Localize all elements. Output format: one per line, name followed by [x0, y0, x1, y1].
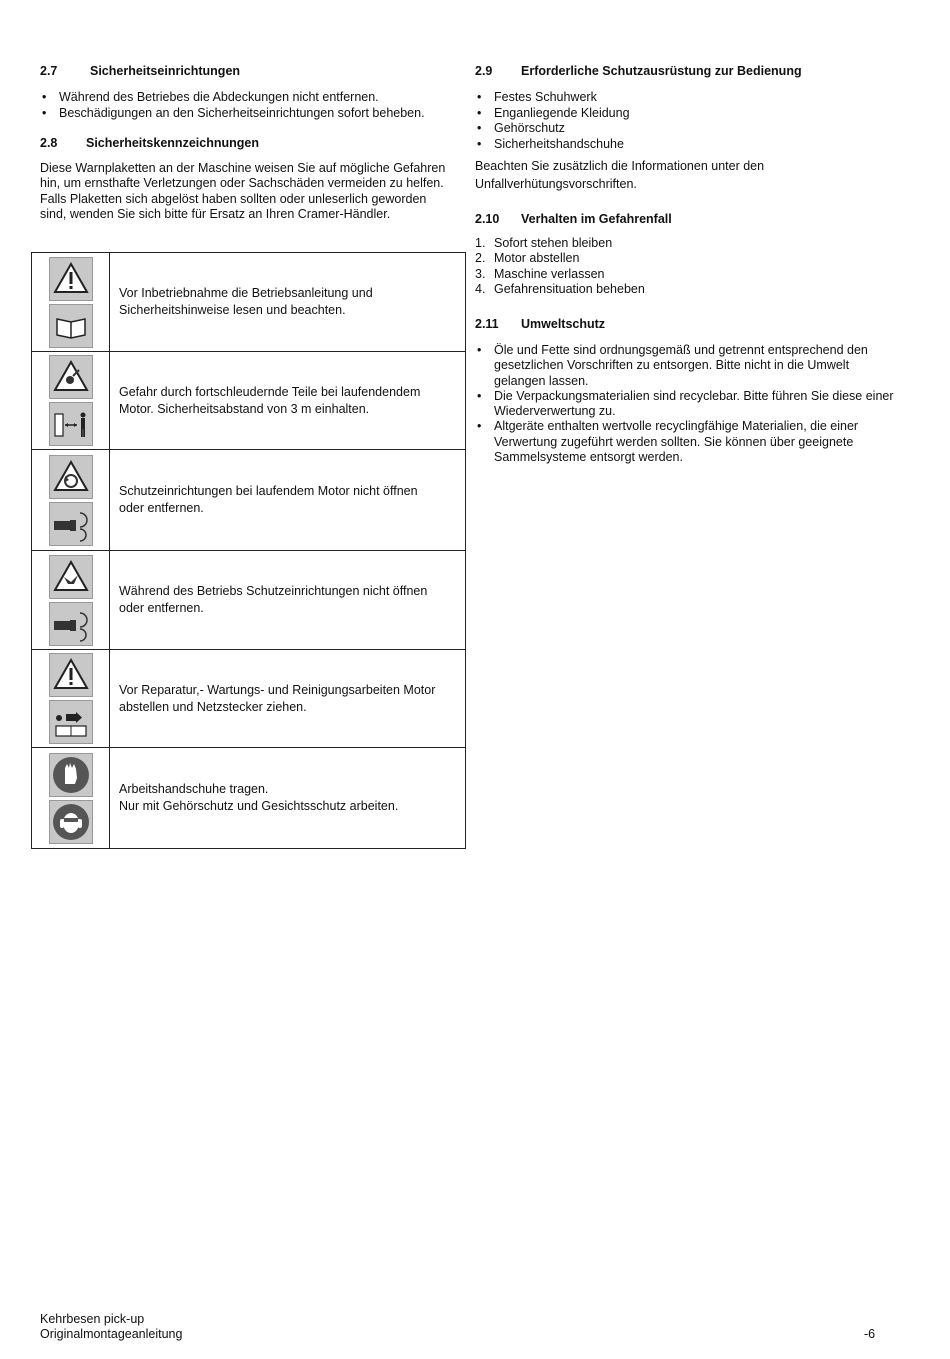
text-line: Unfallverhütungsvorschriften.	[475, 177, 637, 191]
icon-cell	[32, 450, 110, 551]
text-line: abstellen und Netzstecker ziehen.	[119, 699, 307, 714]
table-row	[32, 450, 466, 551]
list-item: • Die Verpackungsmaterialien sind recyclebar. Bitte führen Sie diese einer Wiederverwertung zu.	[475, 389, 895, 420]
text-line: Nur mit Gehörschutz und Gesichtsschutz arbeiten.	[119, 799, 399, 813]
text-line: Gefahr durch fortschleudernde Teile bei laufendendem	[119, 384, 421, 399]
section-2-9-list	[475, 90, 905, 152]
table-row	[32, 748, 466, 849]
section-2-8-heading	[40, 136, 259, 150]
section-title: Umweltschutz	[521, 317, 606, 331]
ear-face-protection-icon	[49, 800, 93, 844]
text-line: oder entfernen.	[119, 601, 204, 615]
list-item	[475, 251, 895, 266]
text-line: Motor. Sicherheitsabstand von 3 m einhalten.	[119, 401, 370, 416]
text-line: Vor Reparatur,- Wartungs- und Reinigungsarbeiten Motor	[119, 682, 436, 697]
step-text: Maschine verlassen	[494, 266, 605, 281]
section-title: Erforderliche Schutzausrüstung zur Bedienung	[521, 64, 802, 78]
warning-triangle-icon	[49, 257, 93, 301]
manual-book-icon	[49, 304, 93, 348]
gloves-mandatory-icon	[49, 753, 93, 797]
section-2-7-list	[40, 90, 466, 121]
section-number: 2.9	[475, 64, 493, 78]
section-2-10-steps	[475, 236, 895, 298]
list-item: • Sicherheitshandschuhe	[475, 137, 905, 153]
list-item	[475, 236, 895, 251]
sign-description	[110, 352, 466, 450]
list-item: • Während des Betriebes die Abdeckungen nicht entfernen.	[40, 90, 466, 106]
table-row	[32, 352, 466, 450]
list-item	[475, 267, 895, 282]
icon-cell	[32, 352, 110, 450]
section-number: 2.11	[475, 317, 499, 331]
hand-rotation-icon	[49, 502, 93, 546]
text-line: Arbeitshandschuhe tragen.	[119, 782, 269, 796]
step-number: 4.	[475, 282, 486, 297]
list-item: • Öle und Fette sind ordnungsgemäß und getrennt entsprechend den gesetzlichen Vorschriften zu entsorgen. Bitte nicht in die Umwelt gelangen lassen.	[475, 343, 895, 389]
safety-distance-icon	[49, 402, 93, 446]
text-line: Beachten Sie zusätzlich die Informationen unter den	[475, 159, 765, 173]
step-text: Sofort stehen bleiben	[494, 236, 613, 250]
section-title: Sicherheitskennzeichnungen	[86, 136, 259, 150]
list-item: • Gehörschutz	[475, 121, 905, 137]
section-title: Sicherheitseinrichtungen	[90, 64, 241, 78]
flying-parts-warning-icon	[49, 355, 93, 399]
section-number: 2.8	[40, 136, 58, 150]
warning-triangle-icon	[49, 653, 93, 697]
sign-description	[110, 253, 466, 352]
list-item: • Altgeräte enthalten wertvolle recyclingfähige Materialien, die einer Verwertung zugeführt werden sollten. Sie können über geeignete Sammelsysteme entsorgt werden.	[475, 419, 895, 465]
step-number: 2.	[475, 251, 486, 266]
section-title: Verhalten im Gefahrenfall	[521, 212, 672, 226]
list-item: • Festes Schuhwerk	[475, 90, 905, 106]
unplug-maintenance-icon	[49, 700, 93, 744]
section-2-7-heading	[40, 64, 240, 78]
table-row	[32, 551, 466, 650]
icon-cell	[32, 253, 110, 352]
hand-rotation-icon	[49, 602, 93, 646]
section-number: 2.7	[40, 64, 58, 78]
text-line: Sicherheitshinweise lesen und beachten.	[119, 303, 346, 317]
icon-cell	[32, 551, 110, 650]
section-2-9-heading	[475, 64, 802, 78]
text-line: Während des Betriebs Schutzeinrichtungen nicht öffnen	[119, 584, 428, 598]
step-number: 3.	[475, 266, 486, 281]
list-item: • Beschädigungen an den Sicherheitseinrichtungen sofort beheben.	[40, 106, 466, 122]
safety-signs-table	[31, 252, 466, 849]
text-line: Schutzeinrichtungen bei laufendem Motor nicht öffnen	[119, 484, 418, 498]
page-footer	[40, 1312, 182, 1342]
icon-cell	[32, 650, 110, 748]
section-2-8-paragraph: Diese Warnplaketten an der Maschine weisen Sie auf mögliche Gefahren hin, um ernsthafte Verletzungen oder Sachschäden vermeiden zu helfen. Falls Plaketten sich abgelöst haben sollten oder unleserlich geworden sind, wenden Sie sich bitte für Ersatz an Ihren Cramer-Händler.	[40, 161, 446, 221]
icon-cell	[32, 748, 110, 849]
table-row	[32, 253, 466, 352]
list-item: • Enganliegende Kleidung	[475, 106, 905, 122]
text-line: Vor Inbetriebnahme die Betriebsanleitung und	[119, 286, 373, 300]
sign-description	[110, 551, 466, 650]
section-2-11-heading	[475, 317, 605, 331]
rotating-parts-warning-icon	[49, 455, 93, 499]
sign-description	[110, 650, 466, 748]
table-row	[32, 650, 466, 748]
section-2-11-list	[475, 343, 895, 465]
list-item	[475, 282, 895, 297]
sign-description	[110, 450, 466, 551]
step-text: Motor abstellen	[494, 251, 580, 266]
section-2-10-heading	[475, 212, 672, 226]
text-line: oder entfernen.	[119, 501, 204, 515]
bird-debris-warning-icon	[49, 555, 93, 599]
section-number: 2.10	[475, 212, 500, 226]
step-text: Gefahrensituation beheben	[494, 282, 645, 297]
section-2-9-note	[475, 157, 895, 193]
page-number: -6	[864, 1327, 876, 1341]
step-number: 1.	[475, 236, 486, 250]
sign-description	[110, 748, 466, 849]
footer-doc-type: Originalmontageanleitung	[40, 1327, 183, 1341]
footer-product: Kehrbesen pick-up	[40, 1312, 145, 1326]
